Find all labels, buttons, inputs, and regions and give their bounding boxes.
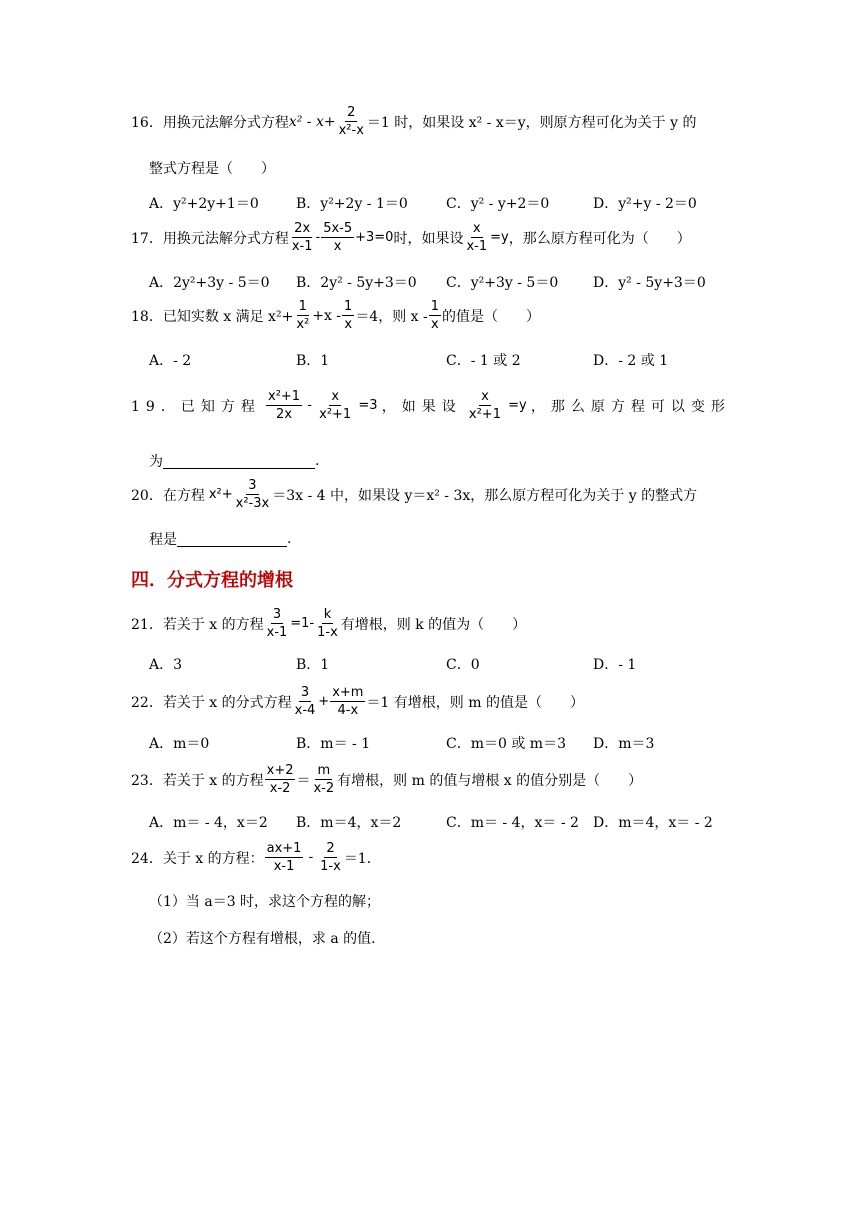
q19-frac1: [266, 388, 302, 423]
q19-suffix: ，那么原方程可以变形: [530, 398, 731, 415]
q16-expr: x² - x+: [288, 113, 336, 130]
q22-option-c[interactable]: C．m＝0 或 m＝3: [446, 736, 566, 752]
q23-frac2-den: x-2: [313, 781, 335, 796]
q18-frac1-den: x²: [296, 317, 310, 332]
q23-option-a[interactable]: A．m＝ - 4，x＝2: [149, 815, 268, 831]
q19-line2: [149, 451, 319, 471]
q23-frac1-den: x-2: [269, 781, 291, 796]
q22-option-a[interactable]: A．m＝0: [149, 736, 210, 752]
q19-frac3-den: x²+1: [468, 407, 501, 422]
q19-frac1-den: 2x: [276, 407, 293, 422]
q24-frac2: [318, 840, 343, 875]
q16-line2: 整式方程是（ ）: [149, 161, 275, 177]
q18-frac1-num: 1: [298, 299, 307, 314]
q18-option-d[interactable]: D．- 2 或 1: [593, 353, 669, 369]
q17-option-d[interactable]: D．y² - 5y+3＝0: [593, 275, 706, 291]
q23-eq: ＝: [296, 772, 311, 789]
q23-line1: [131, 762, 642, 797]
q18-frac2: [342, 298, 354, 333]
q24-frac1-den: x-1: [273, 859, 295, 874]
q18-line1: [131, 298, 540, 333]
q22-frac1-num: 3: [300, 685, 310, 700]
q16-fraction: [337, 104, 366, 139]
q18-frac3-num: 1: [430, 299, 440, 314]
q17-frac2: [321, 220, 354, 255]
q19-line2-text: 为: [149, 454, 163, 470]
q16-prefix: 16．用换元法解分式方程: [131, 114, 289, 131]
q16-frac-num: 2: [347, 105, 356, 120]
q20-x2: x²+: [208, 487, 233, 502]
q16-option-a[interactable]: A．y²+2y+1＝0: [149, 196, 259, 212]
section-title: 四．分式方程的增根: [131, 570, 293, 591]
q24-minus: -: [308, 850, 314, 865]
q23-prefix: 23．若关于 x 的方程: [131, 772, 264, 789]
q21-mid: =1-: [290, 616, 315, 631]
q17-suffix: ，那么原方程可化为（ ）: [508, 230, 691, 247]
q19-answer-blank[interactable]: [163, 454, 315, 469]
q24-prefix: 24．关于 x 的方程：: [131, 850, 264, 867]
q21-prefix: 21．若关于 x 的方程: [131, 616, 264, 633]
q23-option-c[interactable]: C．m＝ - 4，x＝ - 2: [446, 815, 579, 831]
q18-suffix: 的值是（ ）: [442, 308, 541, 325]
q23-frac2-num: m: [317, 763, 331, 778]
q19-eq3: =3: [358, 398, 378, 413]
q19-prefix: 19．已知方程: [131, 398, 261, 415]
q18-prefix: 18．已知实数 x 满足 x²+: [131, 308, 294, 325]
q17-frac1-den: x-1: [291, 239, 313, 254]
q21-frac2-den: 1-x: [317, 625, 338, 640]
q18-frac3: [429, 298, 441, 333]
q23-option-b[interactable]: B．m＝4，x＝2: [296, 815, 402, 831]
q22-prefix: 22．若关于 x 的分式方程: [131, 694, 292, 711]
q24-frac2-num: 2: [326, 841, 335, 856]
q17-option-c[interactable]: C．y²+3y - 5＝0: [446, 275, 559, 291]
q22-frac2: [330, 684, 365, 719]
q22-frac1: [293, 684, 318, 719]
q23-option-d[interactable]: D．m＝4，x＝ - 2: [593, 815, 713, 831]
q20-prefix: 20．在方程: [131, 487, 205, 504]
q20-middle: ＝3x - 4 中，如果设 y＝x² - 3x，那么原方程可化为关于 y 的整式方: [272, 487, 698, 504]
q19-end: .: [315, 453, 320, 469]
q21-frac1: [265, 606, 290, 641]
q23-frac2: [311, 762, 336, 797]
q16-frac-den: x²-x: [338, 123, 364, 138]
q18-mid: +x -: [312, 307, 342, 324]
q19-eqy: =y: [508, 398, 527, 413]
q20-line2-text: 程是: [149, 532, 177, 548]
q20-line2: [149, 529, 291, 549]
q19-minus: -: [307, 398, 312, 413]
q20-answer-blank[interactable]: [177, 532, 287, 547]
q22-option-d[interactable]: D．m＝3: [593, 736, 655, 752]
q21-option-a[interactable]: A．3: [149, 657, 183, 673]
q20-frac1-num: 3: [248, 478, 257, 493]
q24-suffix: ＝1．: [343, 850, 381, 867]
q18-frac2-num: 1: [344, 299, 353, 314]
q22-suffix: ＝1 有增根，则 m 的值是（ ）: [366, 694, 584, 711]
q17-middle: 时，如果设: [393, 230, 464, 247]
q23-frac1-num: x+2: [266, 763, 294, 778]
q17-eqy: =y: [490, 230, 509, 245]
q22-frac1-den: x-4: [294, 703, 316, 718]
q17-frac2-num: 5x-5: [323, 221, 353, 236]
q21-line1: [131, 606, 526, 641]
q22-frac2-num: x+m: [332, 685, 364, 700]
q17-prefix: 17．用换元法解分式方程: [131, 230, 289, 247]
q21-frac1-den: x-1: [266, 625, 288, 640]
q17-option-a[interactable]: A．2y²+3y - 5＝0: [149, 275, 270, 291]
q19-frac1-num: x²+1: [268, 389, 301, 404]
q19-frac3: [467, 388, 503, 423]
q17-frac3-den: x-1: [466, 239, 488, 254]
q21-suffix: 有增根，则 k 的值为（ ）: [340, 616, 527, 633]
q21-option-b[interactable]: B．1: [296, 657, 330, 673]
q21-option-d[interactable]: D．- 1: [593, 657, 637, 673]
q20-line1: [131, 477, 697, 512]
q19-middle: ，如果设: [381, 398, 462, 415]
q17-frac1: [290, 220, 315, 255]
q16-middle: ＝1 时，如果设 x² - x＝y，则原方程可化为关于 y 的: [366, 114, 697, 131]
q21-frac2: [315, 606, 340, 641]
q17-plus3: +3=0: [355, 230, 394, 245]
q21-option-c[interactable]: C．0: [446, 657, 480, 673]
q22-frac2-den: 4-x: [337, 703, 359, 718]
q23-suffix: 有增根，则 m 的值与增根 x 的值分别是（ ）: [337, 772, 643, 789]
q17-frac1-num: 2x: [294, 221, 311, 236]
q20-frac1: [234, 477, 272, 512]
q22-line1: [131, 684, 584, 719]
q22-plus: +: [318, 694, 330, 709]
q24-line1: [131, 840, 381, 875]
q19-frac3-num: x: [481, 389, 489, 404]
q17-minus: -: [315, 230, 321, 245]
q19-frac2-num: x: [331, 389, 340, 404]
q18-mid2: ＝4，则 x -: [355, 308, 428, 325]
q16-option-c[interactable]: C．y² - y+2＝0: [446, 196, 550, 212]
q24-frac2-den: 1-x: [320, 859, 341, 874]
q16-option-b[interactable]: B．y²+2y - 1＝0: [296, 196, 408, 212]
q18-frac1: [294, 298, 311, 333]
q24-frac1-num: ax+1: [266, 841, 302, 856]
q19-frac2: [317, 388, 353, 423]
q17-option-b[interactable]: B．2y² - 5y+3＝0: [296, 275, 417, 291]
q20-end: .: [287, 531, 292, 547]
q17-frac3-num: x: [472, 221, 481, 236]
q21-frac2-num: k: [323, 607, 332, 622]
q24-sub2: （2）若这个方程有增根，求 a 的值．: [149, 931, 386, 947]
q16-option-d[interactable]: D．y²+y - 2＝0: [593, 196, 697, 212]
q19-line1: [131, 388, 731, 423]
q24-sub1: （1）当 a＝3 时，求这个方程的解；: [149, 894, 381, 910]
q18-option-a[interactable]: A．- 2: [149, 353, 192, 369]
q18-option-c[interactable]: C．- 1 或 2: [446, 353, 521, 369]
q16-line1: [131, 104, 696, 139]
q17-frac2-den: x: [333, 239, 342, 254]
q17-line1: [131, 220, 691, 255]
q20-frac1-den: x²-3x: [235, 496, 270, 511]
q17-frac3: [464, 220, 489, 255]
q18-frac3-den: x: [431, 317, 439, 332]
q18-option-b[interactable]: B．1: [296, 353, 330, 369]
q24-frac1: [265, 840, 304, 875]
q23-frac1: [265, 762, 296, 797]
q21-frac1-num: 3: [272, 607, 282, 622]
q18-frac2-den: x: [344, 317, 353, 332]
q19-frac2-den: x²+1: [319, 407, 352, 422]
q22-option-b[interactable]: B．m＝ - 1: [296, 736, 371, 752]
